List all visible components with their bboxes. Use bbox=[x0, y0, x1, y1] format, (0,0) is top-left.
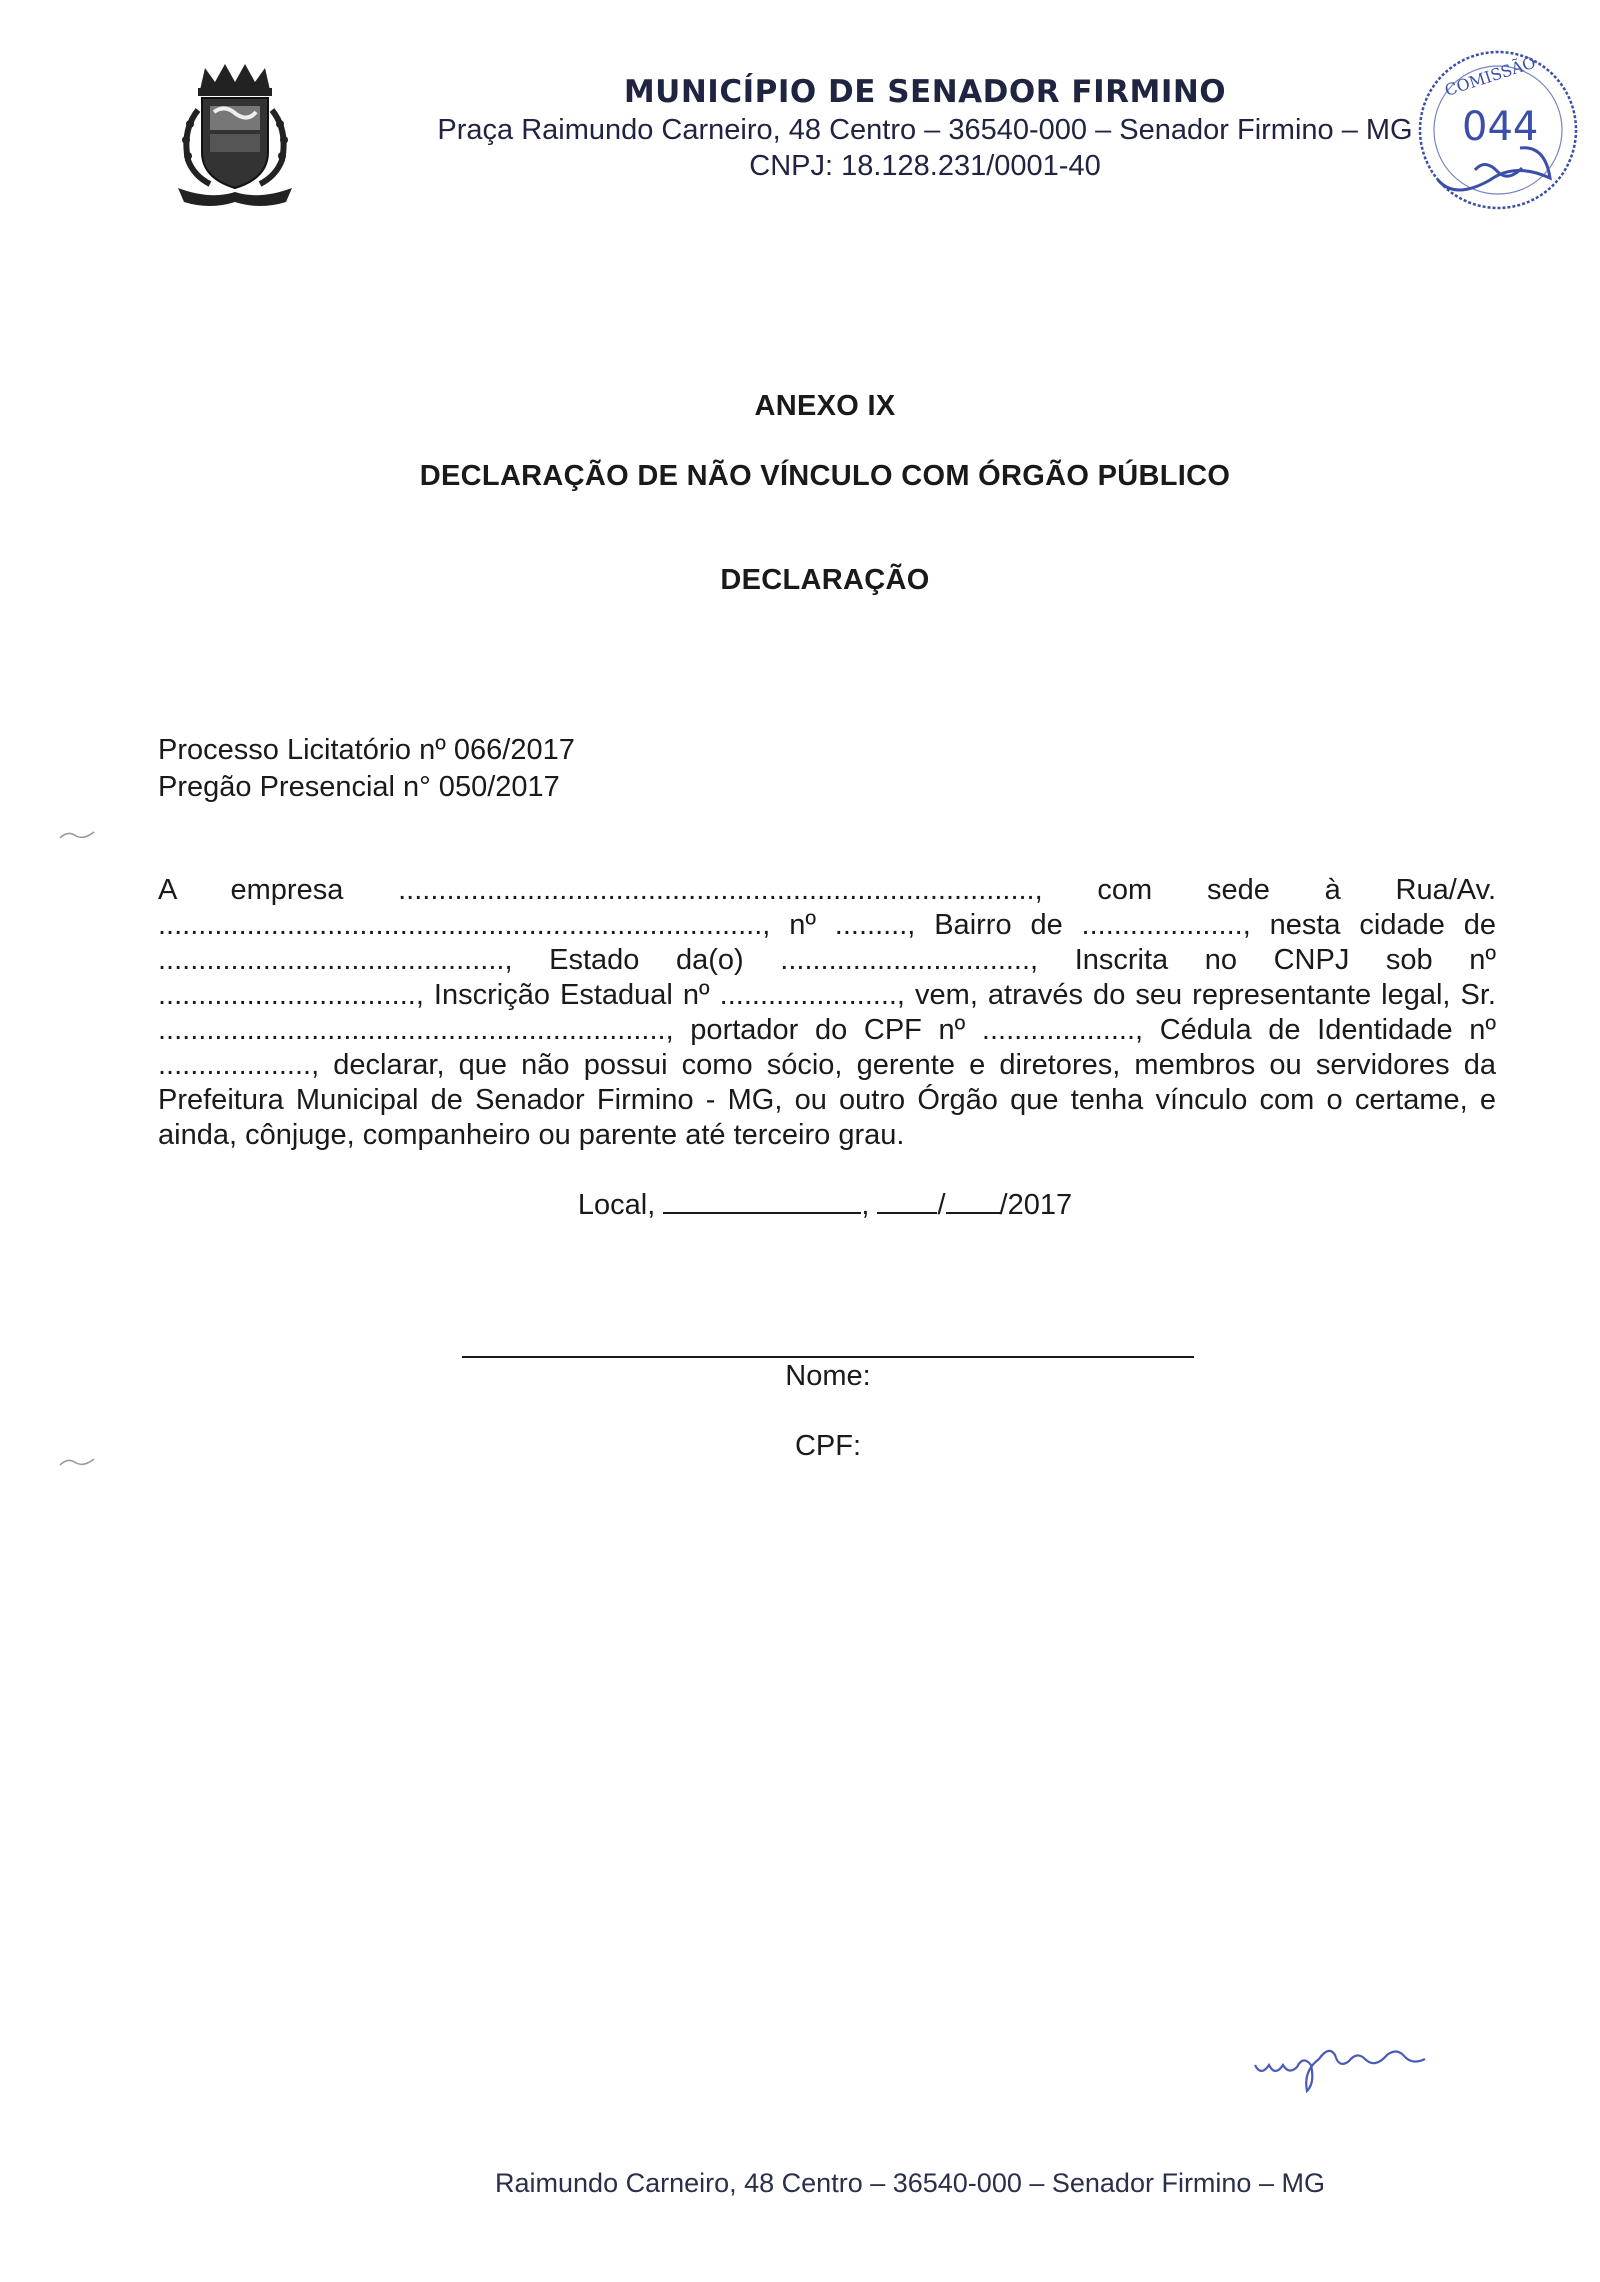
municipality-title: MUNICÍPIO DE SENADOR FIRMINO bbox=[623, 74, 1227, 110]
cpf-label: CPF: bbox=[794, 1430, 862, 1462]
signature-line bbox=[462, 1356, 1194, 1358]
municipality-address: Praça Raimundo Carneiro, 48 Centro – 36540-000 – Senador Firmino – MG bbox=[437, 114, 1413, 146]
month-blank bbox=[946, 1186, 1000, 1214]
svg-text:COMISSÃO: COMISSÃO bbox=[1442, 52, 1539, 100]
annex-heading: ANEXO IX bbox=[754, 390, 896, 422]
date-slash: / bbox=[937, 1189, 946, 1221]
name-label: Nome: bbox=[785, 1360, 871, 1392]
municipal-crest-icon bbox=[170, 60, 300, 210]
letterhead bbox=[380, 72, 1470, 184]
local-label: Local, bbox=[577, 1189, 656, 1221]
declaration-body: A empresa ..............................................................................., com sede à Rua/Av. ..........................................................................., nº ........., Bairro de ...................., nesta cidade de ..........................................., Estado da(o) ..............................., Inscrita no CNPJ sob nº ................................, Inscrição Estadual nº ......................, vem, através do seu representante legal, Sr. ..............................................................., portador do CPF nº ..................., Cédula de Identidade nº ..................., declarar, que não possui como sócio, gerente e diretores, membros ou servidores da Prefeitura Municipal de Senador Firmino - MG, ou outro Órgão que tenha vínculo com o certame, e ainda, cônjuge, companheiro ou parente até terceiro grau. bbox=[158, 874, 1496, 1151]
process-licitacao: Processo Licitatório nº 066/2017 bbox=[158, 734, 575, 766]
date-comma: , bbox=[861, 1189, 870, 1221]
date-year: /2017 bbox=[999, 1189, 1073, 1221]
date-line bbox=[0, 1186, 1600, 1222]
municipality-cnpj: CNPJ: 18.128.231/0001-40 bbox=[749, 150, 1101, 182]
declaration-heading: DECLARAÇÃO bbox=[720, 564, 930, 596]
footer-address: Raimundo Carneiro, 48 Centro – 36540-000 – Senador Firmino – MG bbox=[495, 2168, 1325, 2198]
day-blank bbox=[877, 1186, 937, 1214]
process-pregao: Pregão Presencial n° 050/2017 bbox=[158, 771, 560, 803]
subject-heading: DECLARAÇÃO DE NÃO VÍNCULO COM ÓRGÃO PÚBLICO bbox=[419, 460, 1231, 492]
margin-mark-icon bbox=[58, 828, 98, 842]
process-info bbox=[158, 732, 575, 806]
page-number-stamp-icon bbox=[1380, 30, 1600, 230]
handwritten-initials-icon bbox=[1245, 2025, 1445, 2095]
local-blank bbox=[663, 1186, 861, 1214]
svg-text:044: 044 bbox=[1462, 104, 1539, 150]
